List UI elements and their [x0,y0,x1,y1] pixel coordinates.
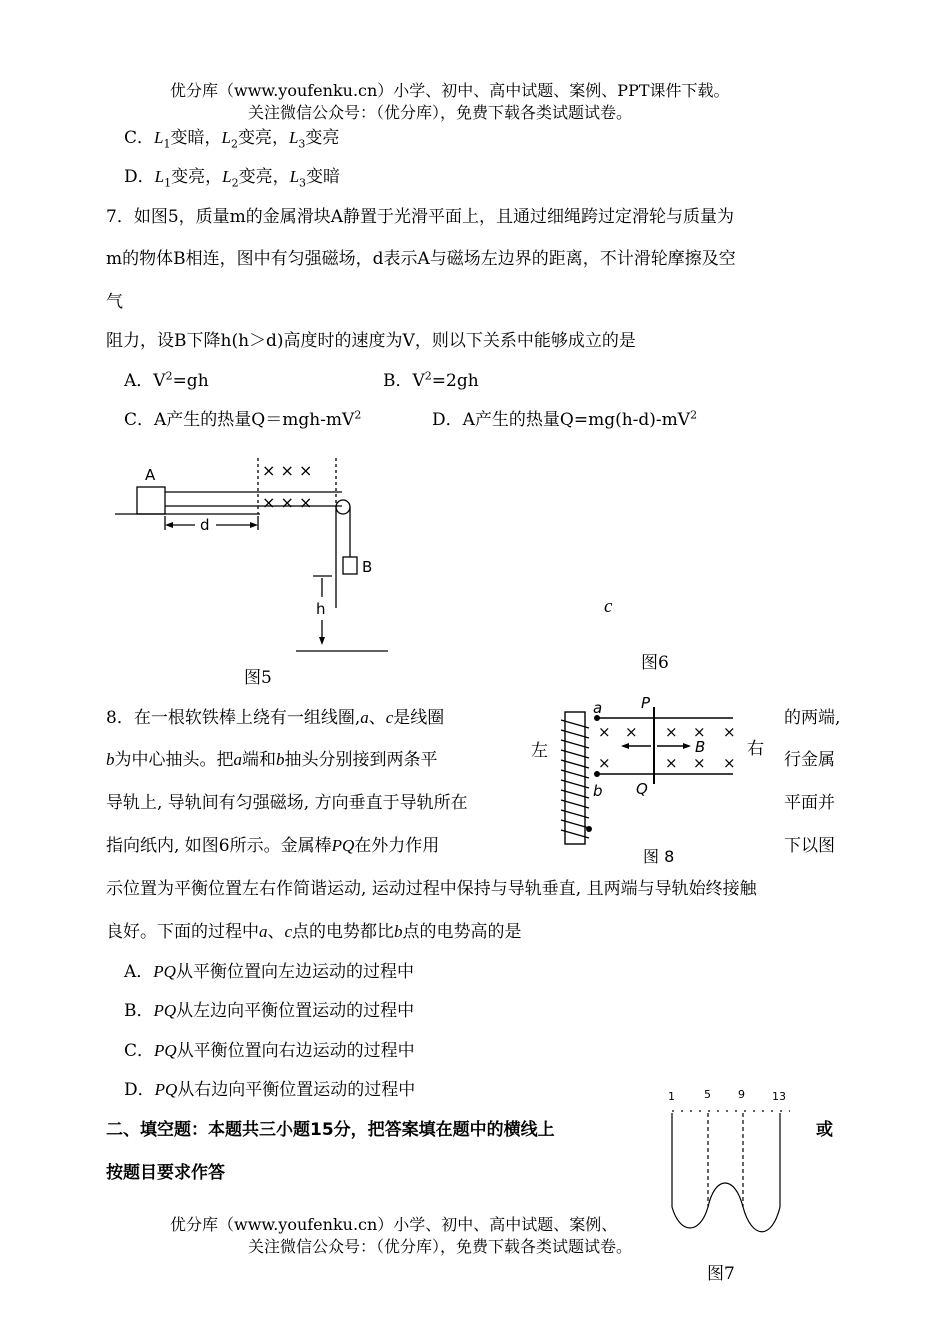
q8-line-5: 示位置为平衡位置左右作简谐运动, 运动过程中保持与导轨垂直, 且两端与导轨始终接触 [106,879,757,899]
q8-option-b: B．PQ从左边向平衡位置运动的过程中 [124,1001,415,1021]
q8-line-2-right: 行金属 [784,750,835,770]
footer-line-1: 优分库（www.youfenku.cn）小学、初中、高中试题、案例、 [170,1215,618,1234]
header-line-2: 关注微信公众号：（优分库），免费下载各类试题试卷。 [248,103,633,122]
q8-option-a: A．PQ从平衡位置向左边运动的过程中 [124,962,414,982]
fig5-label-h: h [316,600,326,618]
q8-line-3: 导轨上, 导轨间有匀强磁场, 方向垂直于导轨所在 [106,793,468,813]
fig8-label-b: b [593,782,603,800]
fig8-cross: × [723,723,736,741]
q8-line-1-right: 的两端, [784,708,841,728]
fig8-label-a: a [593,699,603,717]
q7-option-b: B．$V^2=2gh$ [383,369,479,391]
fig5-label-b: B [362,558,373,576]
q7-line-4: 阻力，设B下降h(h＞d)高度时的速度为V，则以下关系中能够成立的是 [106,331,636,351]
section-2-heading-line-2: 按题目要求作答 [106,1163,225,1183]
fig8-cross: × [693,723,706,741]
fig7-tick-label: 13 [772,1090,786,1103]
q7-option-d: D．A产生的热量$Q=mg(h-d)-mV^2$ [432,408,698,430]
fig7-tick-label: 1 [668,1090,675,1103]
fig5-label-a: A [145,466,156,484]
fig8-cross: × [598,754,611,772]
fig8-label-q: Q [636,780,648,798]
q7-line-3: 气 [106,292,123,312]
q7-line-1: 7．如图5，质量m的金属滑块A静置于光滑平面上，且通过细绳跨过定滑轮与质量为 [106,207,735,227]
header-line-1: 优分库（www.youfenku.cn）小学、初中、高中试题、案例、PPT课件下载。 [170,81,730,100]
q8-line-1: 8．在一根软铁棒上绕有一组线圈,a、c是线圈 [106,708,445,728]
fig5-cross-bottom: × × × [262,493,313,512]
figure-7-caption: 图7 [707,1264,735,1284]
q8-line-6: 良好。下面的过程中a、c点的电势都比b点的电势高的是 [106,922,522,942]
q7-option-a: A．$V^2=gh$ [124,369,209,391]
q6-option-c: C．$L_1$变暗，$L_2$变亮，$L_3$变亮 [124,128,340,151]
fig8-cross: × [693,754,706,772]
fig6-letter-c: c [604,596,613,617]
q7-line-2: m的物体B相连，图中有匀强磁场，d表示A与磁场左边界的距离，不计滑轮摩擦及空 [106,249,736,269]
fig8-label-p: P [641,694,651,712]
figure-8-diagram [525,692,775,872]
q8-line-4: 指向纸内, 如图6所示。金属棒PQ在外力作用 [106,836,440,856]
fig8-label-field-b: B [695,738,706,756]
footer-line-2: 关注微信公众号：（优分库），免费下载各类试题试卷。 [248,1237,633,1256]
fig5-cross-top: × × × [262,461,313,480]
fig8-cross: × [723,754,736,772]
fig8-cross: × [625,723,638,741]
q7-option-c: C．A产生的热量$Q=mgh-mV^2$ [124,408,362,430]
fig8-cross: × [665,723,678,741]
figure-7-diagram [660,1085,800,1250]
q6-option-d: D．$L_1$变亮，$L_2$变亮，$L_3$变暗 [124,167,341,190]
q8-line-3-right: 平面并 [784,793,835,813]
fig7-tick-label: 9 [738,1088,745,1101]
figure-5-diagram [110,450,410,670]
fig7-tick-label: 5 [704,1088,711,1101]
fig8-label-left: 左 [531,741,548,761]
fig8-label-right: 右 [747,739,764,759]
section-2-heading: 二、填空题：本题共三小题15分，把答案填在题中的横线上 [106,1120,555,1140]
q8-option-c: C．PQ从平衡位置向右边运动的过程中 [124,1041,415,1061]
q8-option-d: D．PQ从右边向平衡位置运动的过程中 [124,1080,416,1100]
fig5-label-d: d [200,516,210,534]
fig8-cross: × [598,723,611,741]
q8-line-2: b为中心抽头。把a端和b抽头分别接到两条平 [106,750,438,770]
q8-line-4-right: 下以图 [784,836,835,856]
fig8-cross: × [665,754,678,772]
figure-6-caption: 图6 [641,653,669,673]
figure-5-caption: 图5 [244,668,272,688]
section-2-or: 或 [816,1120,833,1140]
figure-8-caption: 图 8 [643,847,675,866]
